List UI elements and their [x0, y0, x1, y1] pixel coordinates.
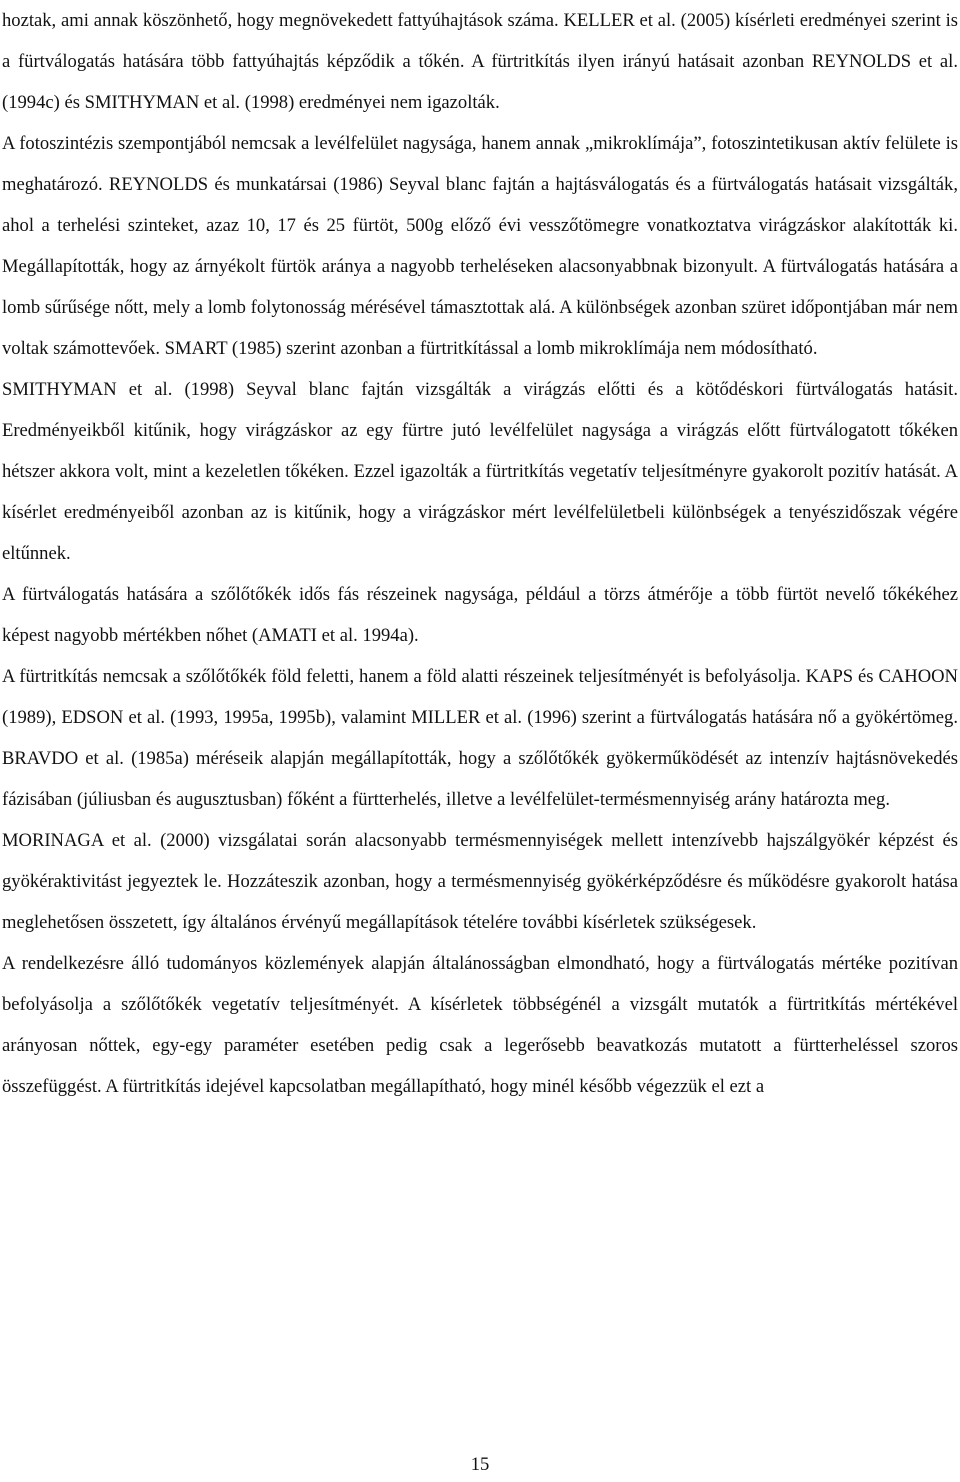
document-page — [2, 0, 958, 1107]
paragraph-3: SMITHYMAN et al. (1998) Seyval blanc fajtán vizsgálták a virágzás előtti és a kötődéskori fürtválogatás hatásit. Eredményeikből kitűnik, hogy virágzáskor az egy fürtre jutó levélfelület nagysága a virágzás előtt fürtválogatott tőkéken hétszer akkora volt, mint a kezeletlen tőkéken. Ezzel igazolták a fürtritkítás vegetatív teljesítményre gyakorolt pozitív hatását. A kísérlet eredményeiből azonban az is kitűnik, hogy a virágzáskor mért levélfelületbeli különbségek a tenyészidőszak végére eltűnnek. — [2, 379, 958, 564]
paragraph-6: MORINAGA et al. (2000) vizsgálatai során alacsonyabb termésmennyiségek mellett intenzívebb hajszálgyökér képzést és gyökéraktivitást jegyeztek le. Hozzáteszik azonban, hogy a termésmennyiség gyökérképződésre és működésre gyakorolt hatása meglehetősen összetett, így általános érvényű megállapítások tételére további kísérletek szükségesek. — [2, 830, 958, 933]
paragraph-1: hoztak, ami annak köszönhető, hogy megnövekedett fattyúhajtások száma. KELLER et al. (2005) kísérleti eredményei szerint is a fürtválogatás hatására több fattyúhajtás képződik a tőkén. A fürtritkítás ilyen irányú hatásait azonban REYNOLDS et al. (1994c) és SMITHYMAN et al. (1998) eredményei nem igazolták. — [2, 10, 958, 113]
page-number: 15 — [470, 1454, 490, 1475]
paragraph-2: A fotoszintézis szempontjából nemcsak a levélfelület nagysága, hanem annak „mikroklímája”, fotoszintetikusan aktív felülete is meghatározó. REYNOLDS és munkatársai (1986) Seyval blanc fajtán a hajtásválogatás és a fürtválogatás hatásait vizsgálták, ahol a terhelési szinteket, azaz 10, 17 és 25 fürtöt, 500g előző évi vesszőtömegre vonatkoztatva virágzáskor alakították ki. Megállapították, hogy az árnyékolt fürtök aránya a nagyobb terheléseken alacsonyabbnak bizonyult. A fürtválogatás hatására a lomb sűrűsége nőtt, mely a lomb folytonosság mérésével támasztottak alá. A különbségek azonban szüret időpontjában már nem voltak számottevőek. SMART (1985) szerint azonban a fürtritkítással a lomb mikroklímája nem módosítható. — [2, 133, 958, 359]
paragraph-5: A fürtritkítás nemcsak a szőlőtőkék föld feletti, hanem a föld alatti részeinek teljesítményét is befolyásolja. KAPS és CAHOON (1989), EDSON et al. (1993, 1995a, 1995b), valamint MILLER et al. (1996) szerint a fürtválogatás hatására nő a gyökértömeg. BRAVDO et al. (1985a) méréseik alapján megállapították, hogy a szőlőtőkék gyökerműködését az intenzív hajtásnövekedés fázisában (júliusban és augusztusban) főként a fürtterhelés, illetve a levélfelület-termésmennyiség arány határozta meg. — [2, 666, 958, 810]
paragraph-7: A rendelkezésre álló tudományos közlemények alapján általánosságban elmondható, hogy a fürtválogatás mértéke pozitívan befolyásolja a szőlőtőkék vegetatív teljesítményét. A kísérletek többségénél a vizsgált mutatók a fürtritkítás mértékével arányosan nőttek, egy-egy paraméter esetében pedig csak a legerősebb beavatkozás mutatott a fürtterheléssel szoros összefüggést. A fürtritkítás idejével kapcsolatban megállapítható, hogy minél később végezzük el ezt a — [2, 953, 958, 1097]
paragraph-4: A fürtválogatás hatására a szőlőtőkék idős fás részeinek nagysága, például a törzs átmérője a több fürtöt nevelő tőkékéhez képest nagyobb mértékben nőhet (AMATI et al. 1994a). — [2, 584, 958, 646]
